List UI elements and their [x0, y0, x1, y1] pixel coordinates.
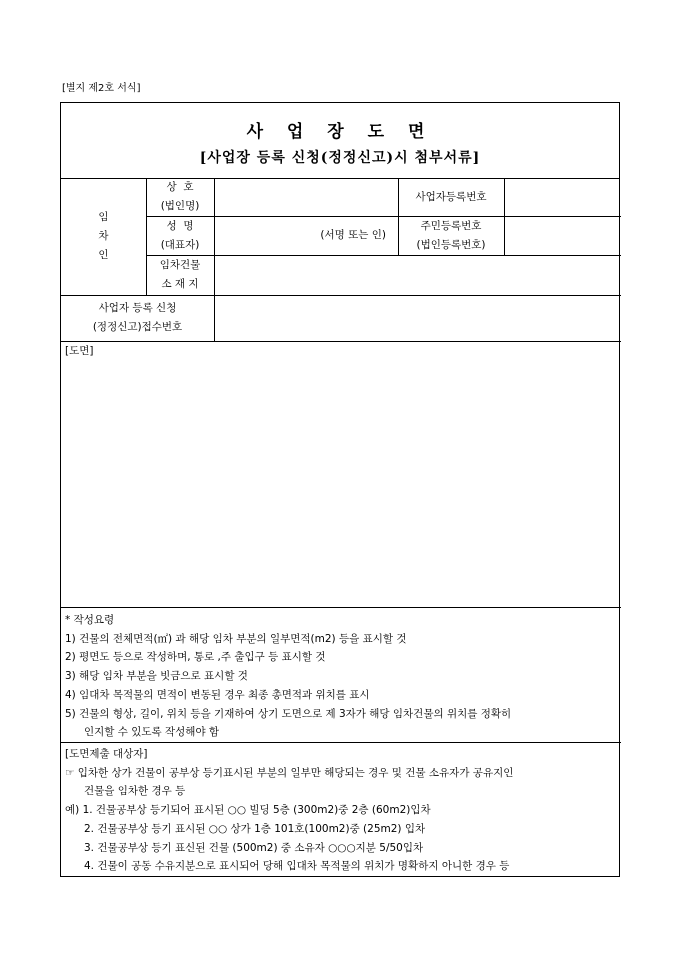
- targets-heading: [도면제출 대상자]: [65, 748, 148, 760]
- name-label: [146, 216, 214, 255]
- example-item: 4. 건물이 공동 수유지분으로 표시되어 당해 입대차 목적물의 위치가 명확하지 아니한 경우 등: [84, 860, 510, 873]
- document-subtitle: [사업장 등록 신청(정정신고)시 첨부서류]: [199, 150, 481, 166]
- tenant-label-char: 임: [98, 211, 109, 223]
- form-header: [61, 103, 619, 179]
- row-divider: [61, 742, 621, 743]
- form-frame: [60, 102, 620, 877]
- building-location-label-line: 소 재 지: [161, 278, 199, 290]
- name-label-line: (대표자): [160, 238, 200, 251]
- receipt-number-label-line: (정정신고)접수번호: [92, 321, 183, 333]
- instruction-item: 5) 건물의 형상, 길이, 위치 등을 기재하여 상기 도면으로 제 3자가 해당 임차건물의 위치를 정확히: [65, 707, 512, 720]
- tenant-label-char: 인: [98, 249, 109, 261]
- trade-name-field[interactable]: [214, 178, 398, 216]
- drawing-area[interactable]: [65, 342, 617, 606]
- name-label-line: 성 명: [166, 219, 194, 232]
- trade-name-label-line: (법인명): [160, 200, 200, 212]
- name-field[interactable]: [214, 216, 398, 255]
- example-item: 예) 1. 건물공부상 등기되어 표시된 ○○ 빌딩 5층 (300m2)중 2층 (60m2)입차: [65, 804, 431, 817]
- business-reg-no-label: 사업자등록번호: [415, 190, 487, 203]
- drawing-area-label: [도면]: [65, 345, 94, 357]
- building-location-label-line: 임차건물: [159, 259, 201, 271]
- form-number-label: [별지 제2호 서식]: [62, 83, 141, 94]
- receipt-number-label-line: 사업자 등록 신청: [98, 302, 177, 314]
- targets-pointer-text-continued: 건물을 임차한 경우 등: [84, 785, 186, 798]
- building-location-label: [146, 255, 214, 295]
- document-title: 사 업 장 도 면: [246, 122, 434, 142]
- tenant-group-label: [61, 178, 146, 295]
- resident-reg-no-label-line: 주민등록번호: [420, 219, 482, 232]
- business-reg-no-field[interactable]: [504, 178, 621, 216]
- trade-name-label: [146, 178, 214, 216]
- instructions-block: [65, 611, 617, 742]
- resident-reg-no-label: [398, 216, 504, 255]
- instruction-item: 4) 임대차 목적물의 면적이 변동된 경우 최종 총면적과 위치를 표시: [65, 688, 370, 701]
- targets-pointer-text: ☞ 입차한 상가 건물이 공부상 등기표시된 부분의 일부만 해당되는 경우 및 건물 소유자가 공유지인: [65, 766, 514, 779]
- resident-reg-no-label-line: (법인등록번호): [416, 238, 486, 251]
- receipt-number-field[interactable]: [214, 295, 621, 341]
- building-location-field[interactable]: [214, 255, 621, 295]
- targets-block: [65, 745, 617, 876]
- instruction-item-continued: 인지할 수 있도록 작성해야 함: [84, 726, 220, 739]
- instruction-item: 1) 건물의 전체면적(㎡) 과 해당 임차 부분의 일부면적(m2) 등을 표시할 것: [65, 632, 407, 645]
- tenant-label-char: 차: [98, 230, 109, 242]
- instructions-heading: * 작성요령: [65, 614, 115, 626]
- example-item: 3. 건물공부상 등기 표신된 건물 (500m2) 중 소유자 ○○○지분 5/50입차: [84, 841, 424, 854]
- instruction-item: 2) 평면도 등으로 작성하며, 통로 ,주 출입구 등 표시할 것: [65, 651, 326, 664]
- resident-reg-no-field[interactable]: [504, 216, 621, 255]
- row-divider: [61, 607, 621, 608]
- example-item: 2. 건물공부상 등기 표시된 ○○ 상가 1층 101호(100m2)중 (25m2) 입차: [84, 822, 426, 835]
- trade-name-label-line: 상 호: [166, 181, 194, 193]
- receipt-number-label: [61, 295, 214, 341]
- instruction-item: 3) 해당 임차 부분을 빗금으로 표시할 것: [65, 670, 248, 683]
- signature-text: (서명 또는 인): [320, 229, 386, 241]
